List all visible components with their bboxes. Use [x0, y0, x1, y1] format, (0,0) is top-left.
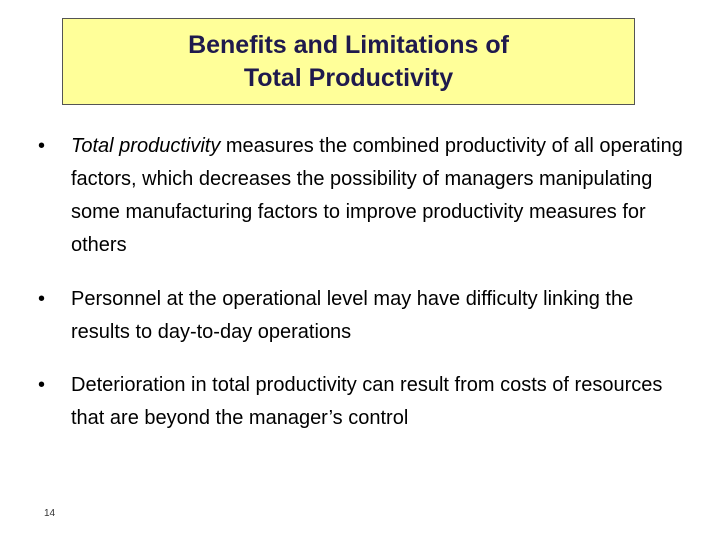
bullet-marker: • [38, 135, 46, 157]
page-number: 14 [44, 508, 56, 519]
bullet-text: Personnel at the operational level may have difficulty linking the results to day-to-day operations [71, 288, 634, 343]
bullet-item-deterioration [38, 369, 688, 435]
bullet-marker: • [38, 288, 46, 310]
bullet-emphasis: Total productivity [71, 135, 221, 157]
slide-title-box [62, 18, 635, 105]
bullet-text: Deterioration in total productivity can result from costs of resources that are beyond the manager’s control [71, 374, 663, 429]
bullet-item-personnel [38, 283, 688, 349]
bullet-text [71, 130, 688, 262]
bullet-body: measures the combined productivity of all operating factors, which decreases the possibility of managers manipulating some manufacturing factors to improve productivity measures for others [71, 135, 683, 256]
slide-title-line-1: Benefits and Limitations of [188, 30, 509, 59]
bullet-marker: • [38, 374, 46, 396]
bullet-item-total-productivity [38, 130, 688, 262]
slide-title-line-2: Total Productivity [243, 63, 454, 92]
